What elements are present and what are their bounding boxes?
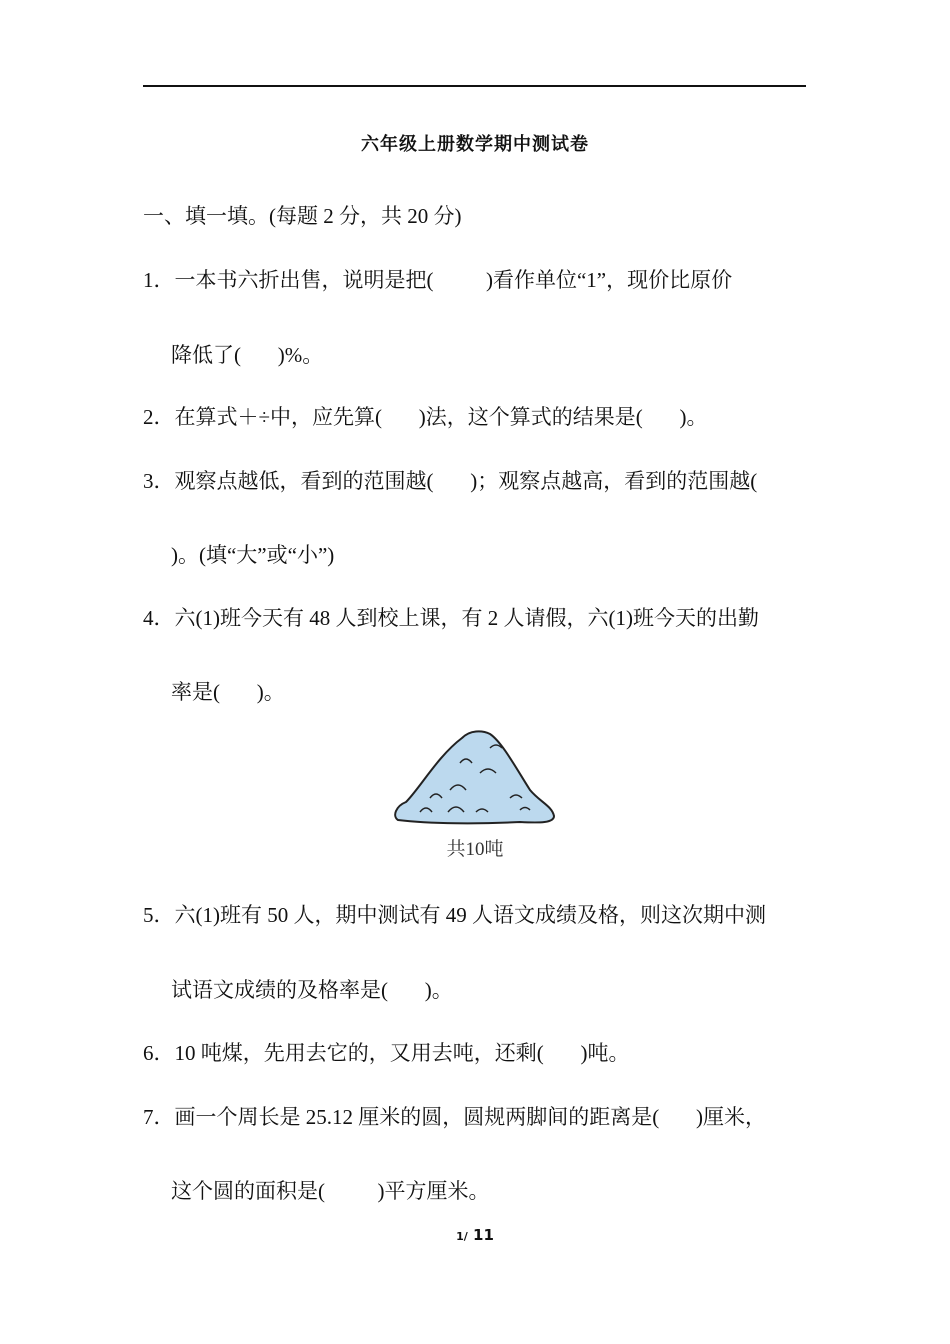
question-7: 7．画一个周长是 25.12 厘米的圆，圆规两脚间的距离是( )厘米，: [143, 1105, 766, 1129]
page-number: [0, 1226, 950, 1244]
coal-pile-illustration: [390, 728, 560, 828]
question-3-cont: )。(填“大”或“小”): [171, 543, 335, 567]
question-1: 1．一本书六折出售，说明是把( )看作单位“1”，现价比原价: [143, 268, 733, 292]
question-7-cont: 这个圆的面积是( )平方厘米。: [171, 1179, 490, 1203]
question-1-cont: 降低了( )%。: [171, 343, 324, 367]
question-5-cont: 试语文成绩的及格率是( )。: [171, 978, 453, 1002]
question-3: 3．观察点越低，看到的范围越( )；观察点越高，看到的范围越(: [143, 469, 758, 493]
question-4-cont: 率是( )。: [171, 680, 285, 704]
question-5: 5．六(1)班有 50 人，期中测试有 49 人语文成绩及格，则这次期中测: [143, 903, 766, 927]
figure-caption: 共10吨: [446, 839, 504, 860]
question-2: 2．在算式＋÷中，应先算( )法，这个算式的结果是( )。: [143, 405, 708, 429]
question-4: 4．六(1)班今天有 48 人到校上课，有 2 人请假，六(1)班今天的出勤: [143, 606, 759, 630]
page-total: 11: [473, 1226, 494, 1244]
page-title: 六年级上册数学期中测试卷: [361, 134, 589, 155]
page-current: 1/: [456, 1230, 468, 1243]
header-rule: [143, 85, 806, 87]
question-6: 6．10 吨煤，先用去它的，又用去吨，还剩( )吨。: [143, 1041, 630, 1065]
section-heading: 一、填一填。(每题 2 分，共 20 分): [143, 204, 462, 228]
